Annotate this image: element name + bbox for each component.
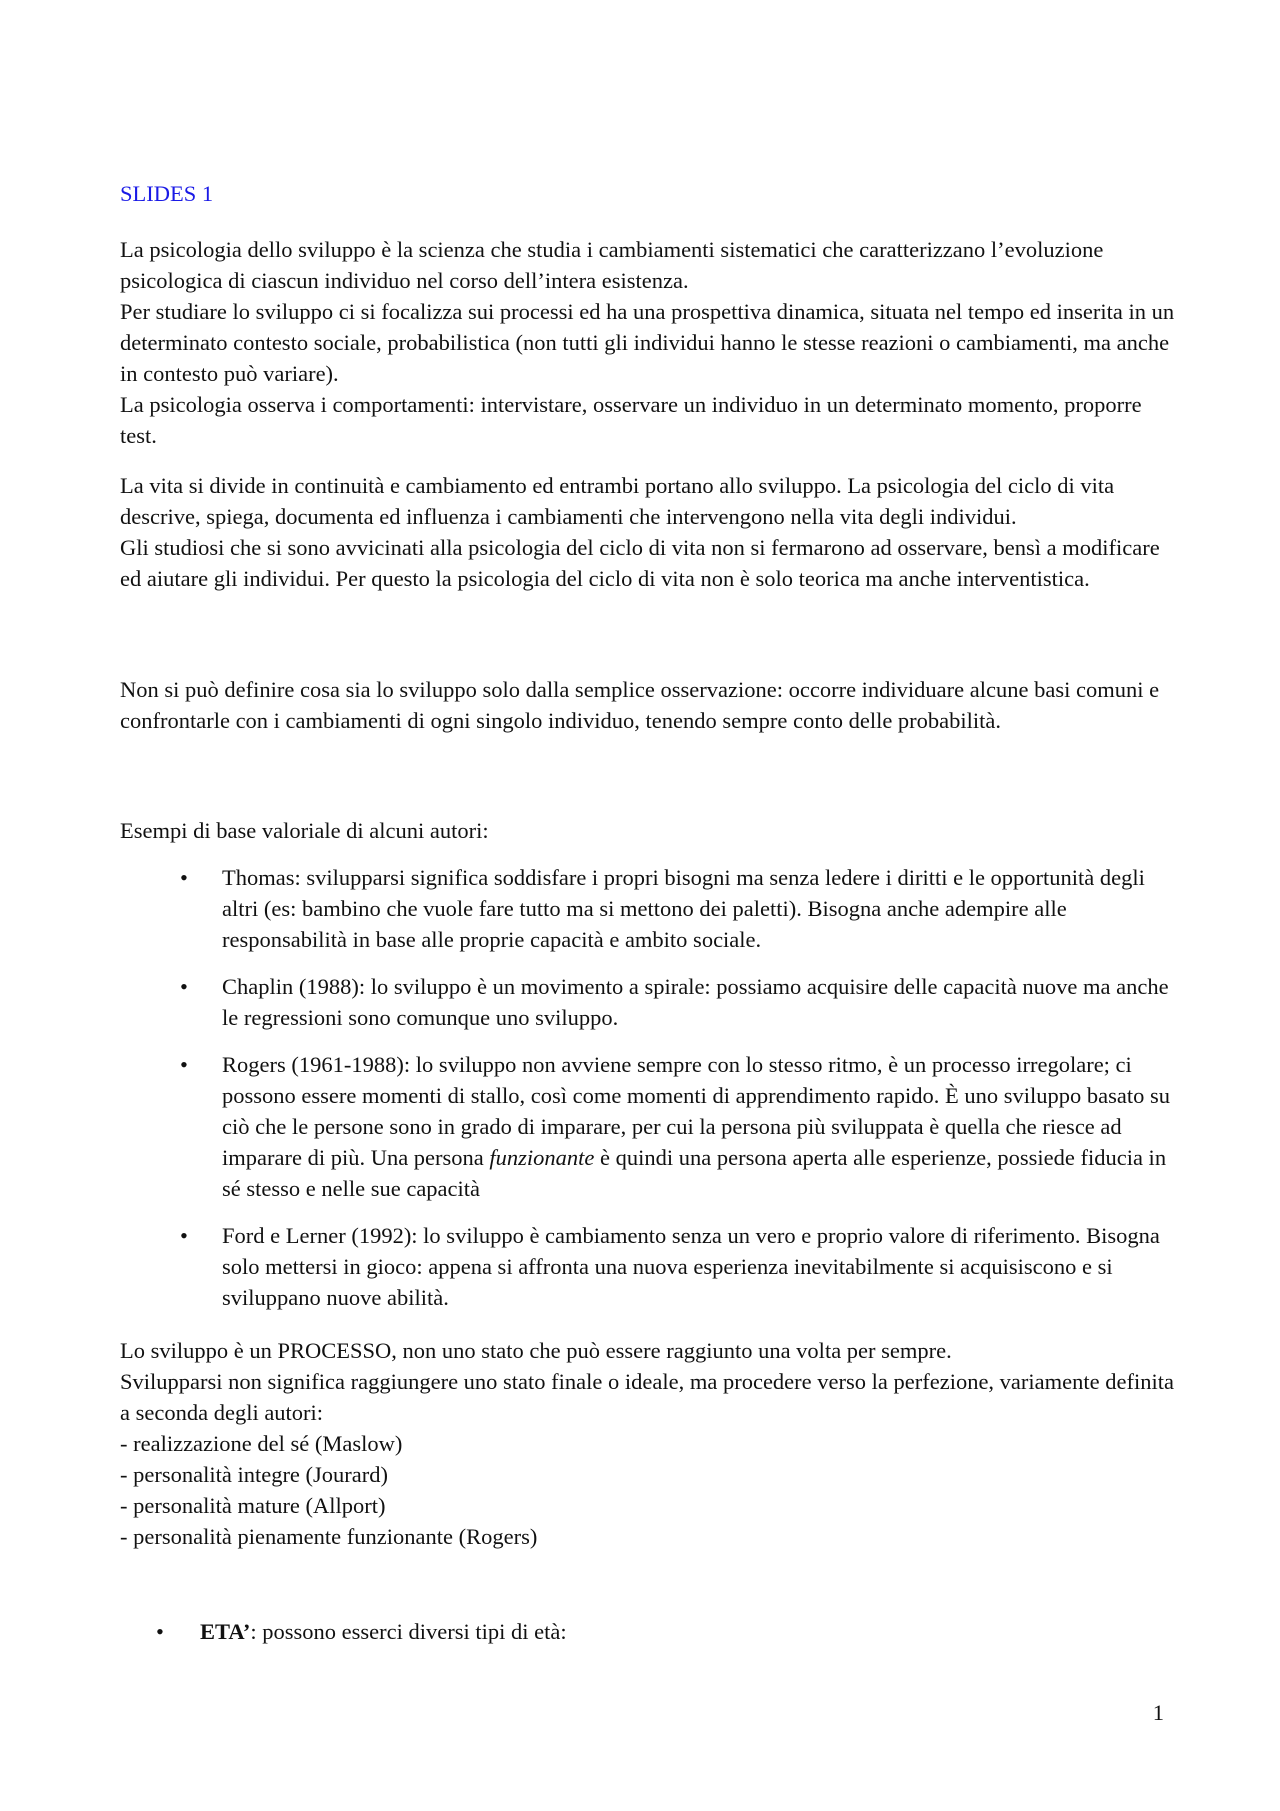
bullet-rogers <box>222 1052 1170 1201</box>
bullet-thomas: Thomas: svilupparsi significa soddisfare i propri bisogni ma senza ledere i diritti e le opportunità degli altri (es: bambino che vuole fare tutto ma si mettono dei paletti). Bisogna anche adempire alle responsabilità in base alle proprie capacità e ambito sociale. <box>222 865 1145 952</box>
examples-intro: Esempi di base valoriale di alcuni autori: <box>120 818 489 843</box>
bullet-icon: • <box>156 1619 164 1644</box>
bullet-icon: • <box>180 865 188 890</box>
eta-bullet <box>120 1616 1180 1647</box>
eta-text: : possono esserci diversi tipi di età: <box>250 1619 567 1644</box>
intro-paragraph-3: La psicologia osserva i comportamenti: intervistare, osservare un individuo in un determinato momento, proporre test. <box>120 392 1142 448</box>
bullet-icon: • <box>180 1223 188 1248</box>
list-item <box>120 1049 1180 1204</box>
process-item: - personalità mature (Allport) <box>120 1493 386 1518</box>
bullet-ford: Ford e Lerner (1992): lo sviluppo è cambiamento senza un vero e proprio valore di riferimento. Bisogna solo mettersi in gioco: appena si affronta una nuova esperienza inevitabilmente si acquisiscono e si sviluppano nuove abilità. <box>222 1223 1160 1310</box>
eta-label: ETA’ <box>200 1619 251 1644</box>
process-line-1: Lo sviluppo è un PROCESSO, non uno stato che può essere raggiunto una volta per sempre. <box>120 1338 952 1363</box>
rogers-text-end: è quindi una persona aperta alle esperienze, possiede fiducia in sé stesso e nelle sue capacità <box>222 1145 1167 1201</box>
process-item: - personalità integre (Jourard) <box>120 1462 389 1487</box>
life-paragraph-1: La vita si divide in continuità e cambiamento ed entrambi portano allo sviluppo. La psicologia del ciclo di vita descrive, spiega, documenta ed influenza i cambiamenti che intervengono nella vita degli individui. <box>120 473 1115 529</box>
bullet-icon: • <box>180 1052 188 1077</box>
intro-paragraph-1: La psicologia dello sviluppo è la scienza che studia i cambiamenti sistematici che caratterizzano l’evoluzione psicologica di ciascun individuo nel corso dell’intera esistenza. <box>120 237 1104 293</box>
definition-paragraph: Non si può definire cosa sia lo sviluppo solo dalla semplice osservazione: occorre individuare alcune basi comuni e confrontarle con i cambiamenti di ogni singolo individuo, tenendo sempre conto delle probabilità. <box>120 677 1160 733</box>
intro-paragraph-2: Per studiare lo sviluppo ci si focalizza sui processi ed ha una prospettiva dinamica, situata nel tempo ed inserita in un determinato contesto sociale, probabilistica (non tutti gli individui hanno le stesse reazioni o cambiamenti, ma anche in contesto può variare). <box>120 299 1175 386</box>
intro-section <box>120 234 1180 451</box>
page-number: 1 <box>1152 1700 1164 1725</box>
slide-heading: SLIDES 1 <box>120 181 214 206</box>
bullet-chaplin: Chaplin (1988): lo sviluppo è un movimento a spirale: possiamo acquisire delle capacità nuove ma anche le regressioni sono comunque uno sviluppo. <box>222 974 1169 1030</box>
authors-bullet-list <box>120 862 1180 1329</box>
life-cycle-section <box>120 470 1180 594</box>
process-item: - realizzazione del sé (Maslow) <box>120 1431 403 1456</box>
rogers-italic-term: funzionante <box>489 1145 595 1170</box>
list-item <box>120 971 1180 1033</box>
life-paragraph-2: Gli studiosi che si sono avvicinati alla psicologia del ciclo di vita non si fermarono ad osservare, bensì a modificare ed aiutare gli individui. Per questo la psicologia del ciclo di vita non è solo teorica ma anche interventistica. <box>120 535 1160 591</box>
process-item: - personalità pienamente funzionante (Rogers) <box>120 1524 538 1549</box>
process-section <box>120 1335 1180 1552</box>
list-item <box>120 862 1180 955</box>
process-line-2: Svilupparsi non significa raggiungere uno stato finale o ideale, ma procedere verso la perfezione, variamente definita a seconda degli autori: <box>120 1369 1174 1425</box>
list-item <box>120 1220 1180 1313</box>
bullet-icon: • <box>180 974 188 999</box>
rogers-text-start: Rogers (1961-1988): lo sviluppo non avviene sempre con lo stesso ritmo, è un processo irregolare; ci possono essere momenti di stallo, così come momenti di apprendimento rapido. È uno sviluppo basato su ciò che le persone sono in grado di imparare, per cui la persona più sviluppata è quella che riesce ad imparare di più. Una persona <box>222 1052 1170 1170</box>
